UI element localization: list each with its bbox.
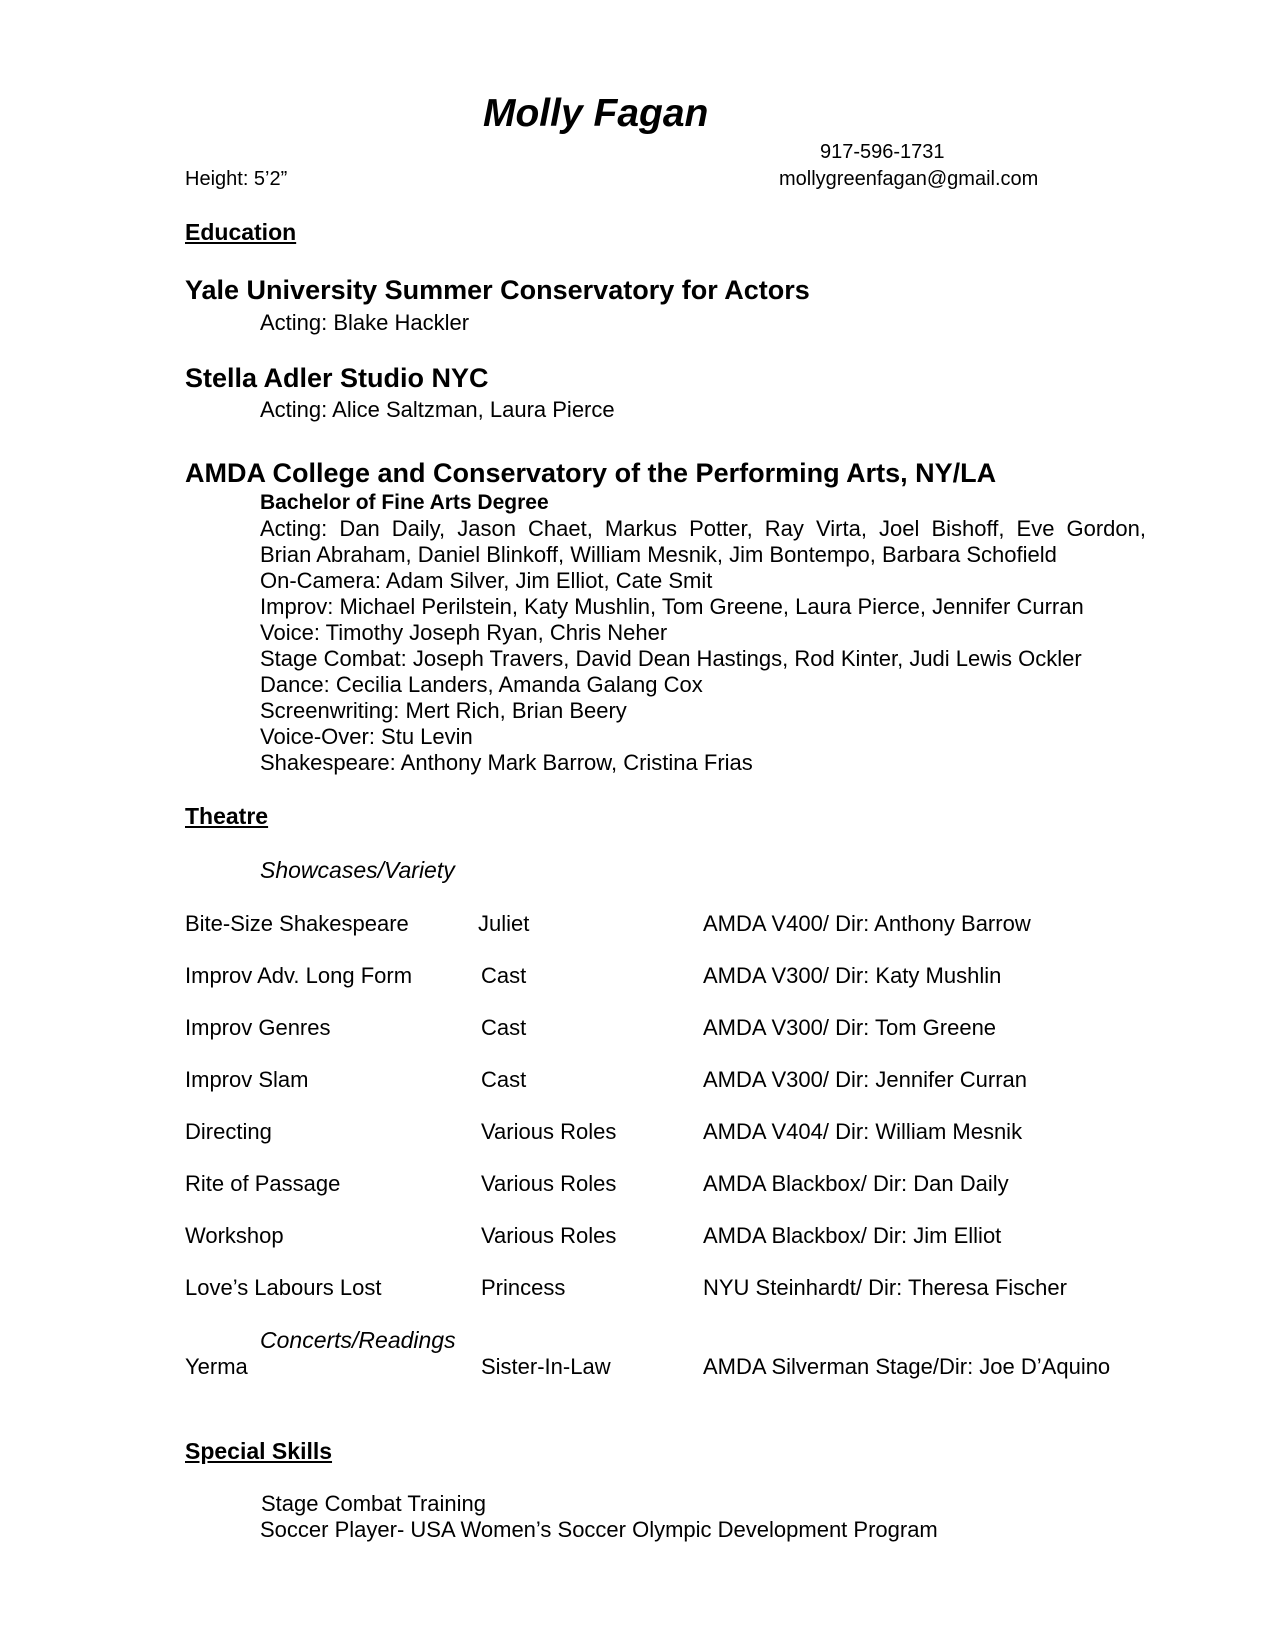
credit-venue: AMDA V300/ Dir: Tom Greene bbox=[703, 1015, 997, 1040]
credit-title: Yerma bbox=[185, 1354, 248, 1379]
credit-title: Improv Slam bbox=[185, 1067, 309, 1092]
amda-dance: Dance: Cecilia Landers, Amanda Galang Cox bbox=[260, 672, 703, 697]
amda-acting-line1: Acting: Dan Daily, Jason Chaet, Markus Potter, Ray Virta, Joel Bishoff, Eve Gordon, bbox=[260, 516, 1146, 541]
yale-school: Yale University Summer Conservatory for Actors bbox=[185, 275, 810, 305]
credit-role: Cast bbox=[481, 1015, 527, 1040]
credit-venue: AMDA V300/ Dir: Katy Mushlin bbox=[703, 963, 1002, 988]
amda-on-camera: On-Camera: Adam Silver, Jim Elliot, Cate Smit bbox=[260, 568, 713, 593]
yale-acting: Acting: Blake Hackler bbox=[260, 310, 470, 335]
amda-stage-combat: Stage Combat: Joseph Travers, David Dean Hastings, Rod Kinter, Judi Lewis Ockler bbox=[260, 646, 1082, 671]
amda-shakespeare: Shakespeare: Anthony Mark Barrow, Cristina Frias bbox=[260, 750, 753, 775]
credit-role: Juliet bbox=[478, 911, 530, 936]
credit-venue: AMDA V300/ Dir: Jennifer Curran bbox=[703, 1067, 1028, 1092]
concerts-subheading: Concerts/Readings bbox=[260, 1327, 456, 1353]
credit-venue: AMDA Blackbox/ Dir: Dan Daily bbox=[703, 1171, 1009, 1196]
credit-venue: AMDA V400/ Dir: Anthony Barrow bbox=[703, 911, 1031, 936]
stella-acting: Acting: Alice Saltzman, Laura Pierce bbox=[260, 397, 615, 422]
skill-item: Soccer Player- USA Women’s Soccer Olympic Development Program bbox=[260, 1517, 938, 1542]
amda-voice-over: Voice-Over: Stu Levin bbox=[260, 724, 473, 749]
credit-title: Rite of Passage bbox=[185, 1171, 341, 1196]
amda-school: AMDA College and Conservatory of the Performing Arts, NY/LA bbox=[185, 458, 997, 488]
credit-title: Directing bbox=[185, 1119, 272, 1144]
stella-school: Stella Adler Studio NYC bbox=[185, 363, 489, 393]
credit-title: Love’s Labours Lost bbox=[185, 1275, 382, 1300]
credit-venue: NYU Steinhardt/ Dir: Theresa Fischer bbox=[703, 1275, 1067, 1300]
credit-venue: AMDA V404/ Dir: William Mesnik bbox=[703, 1119, 1023, 1144]
education-heading: Education bbox=[185, 219, 297, 245]
special-skills-heading: Special Skills bbox=[185, 1438, 333, 1464]
credit-role: Sister-In-Law bbox=[481, 1354, 611, 1379]
amda-degree: Bachelor of Fine Arts Degree bbox=[260, 491, 549, 514]
credit-title: Workshop bbox=[185, 1223, 284, 1248]
credit-role: Various Roles bbox=[481, 1119, 617, 1144]
email-address: mollygreenfagan@gmail.com bbox=[779, 168, 1039, 190]
credit-role: Princess bbox=[481, 1275, 566, 1300]
theatre-heading: Theatre bbox=[185, 803, 269, 829]
height-info: Height: 5’2” bbox=[185, 168, 288, 190]
credit-role: Cast bbox=[481, 963, 527, 988]
credit-title: Improv Adv. Long Form bbox=[185, 963, 413, 988]
credit-role: Various Roles bbox=[481, 1223, 617, 1248]
amda-screenwriting: Screenwriting: Mert Rich, Brian Beery bbox=[260, 698, 627, 723]
amda-voice: Voice: Timothy Joseph Ryan, Chris Neher bbox=[260, 620, 668, 645]
credit-title: Improv Genres bbox=[185, 1015, 331, 1040]
credit-role: Cast bbox=[481, 1067, 527, 1092]
skill-item: Stage Combat Training bbox=[261, 1491, 487, 1516]
credit-venue: AMDA Silverman Stage/Dir: Joe D’Aquino bbox=[703, 1354, 1111, 1379]
amda-improv: Improv: Michael Perilstein, Katy Mushlin, Tom Greene, Laura Pierce, Jennifer Curran bbox=[260, 594, 1084, 619]
showcases-subheading: Showcases/Variety bbox=[260, 857, 455, 883]
credit-title: Bite-Size Shakespeare bbox=[185, 911, 409, 936]
phone-number: 917-596-1731 bbox=[820, 141, 945, 163]
resume-name: Molly Fagan bbox=[483, 92, 709, 135]
credit-role: Various Roles bbox=[481, 1171, 617, 1196]
credit-venue: AMDA Blackbox/ Dir: Jim Elliot bbox=[703, 1223, 1002, 1248]
amda-acting-line2: Brian Abraham, Daniel Blinkoff, William Mesnik, Jim Bontempo, Barbara Schofield bbox=[260, 542, 1057, 567]
